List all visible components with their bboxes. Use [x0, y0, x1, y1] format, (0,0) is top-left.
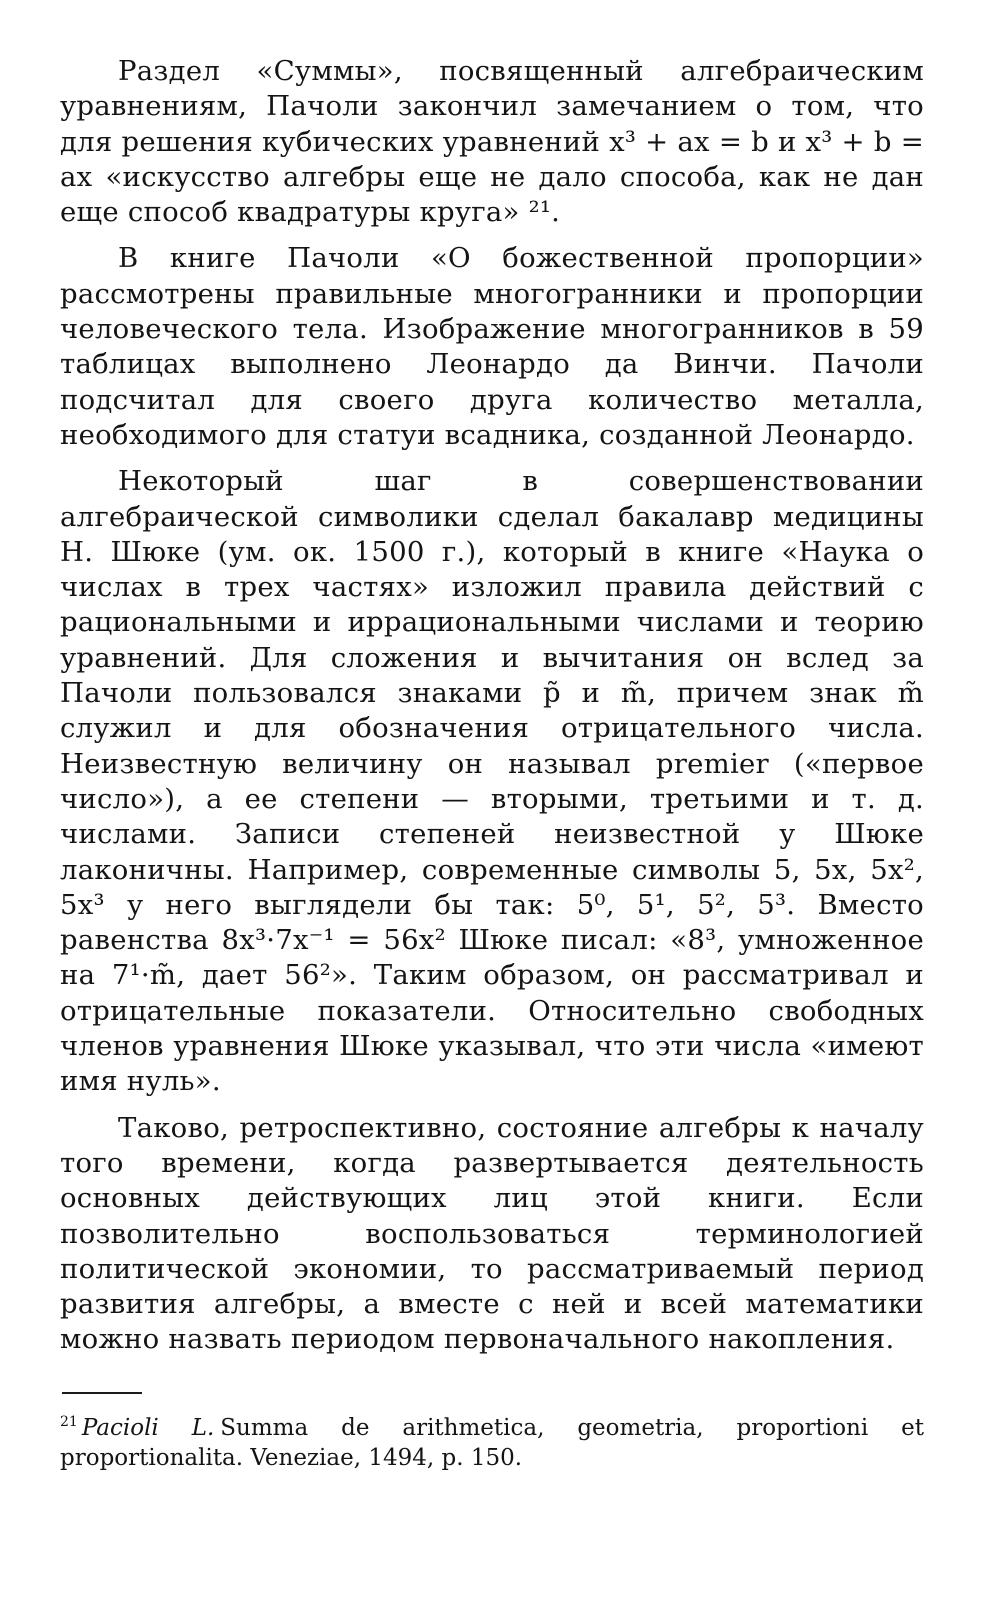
footnote-text: Summa de arithmetica, geometria, proportioni et proportionalita. Veneziae, 1494, p. 150.: [60, 1415, 924, 1471]
paragraph-divine-proportion: В книге Пачоли «О божественной пропорции» рассмотрены правильные многогранники и пропорции человеческого тела. Изображение многогранников в 59 таблицах выполнено Леонардо да Винчи. Пачоли подсчитал для своего друга количество металла, необходимого для статуи всадника, созданной Леонардо.: [60, 242, 924, 451]
footnote-number: 21: [60, 1414, 78, 1430]
footnote: [60, 1407, 924, 1473]
paragraph-chuquet: Некоторый шаг в совершенствовании алгебраической символики сделал бакалавр медицины Н. Шюке (ум. ок. 1500 г.), который в книге «Наука о числах в трех частях» изложил правила действий с рациональными и иррациональными числами и теорию уравнений. Для сложения и вычитания он вслед за Пачоли пользовался знаками p̃ и m̃, причем знак m̃ служил и для обозначения отрицательного числа. Неизвестную величину он называл premier («первое число»), а ее степени — вторыми, третьими и т. д. числами. Записи степеней неизвестной у Шюке лаконичны. Например, современные символы 5, 5x, 5x², 5x³ у него выглядели бы так: 5⁰, 5¹, 5², 5³. Вместо равенства 8x³·7x⁻¹ = 56x² Шюке писал: «8³, умноженное на 7¹·m̃, дает 56²». Таким образом, он рассматривал и отрицательные показатели. Относительно свободных членов уравнения Шюке указывал, что эти числа «имеют имя нуль».: [60, 465, 924, 1098]
footnote-author: Pacioli L.: [81, 1415, 215, 1441]
paragraph-summa: Раздел «Суммы», посвященный алгебраическим уравнениям, Пачоли закончил замечанием о том, что для решения кубических уравнений x³ + ax = b и x³ + b = ax «искусство алгебры еще не дало способа, как не дан еще способ квадратуры круга» ²¹.: [60, 55, 924, 229]
footnote-divider: [62, 1392, 142, 1394]
paragraph-retrospective: Таково, ретроспективно, состояние алгебры к началу того времени, когда развертывается деятельность основных действующих лиц этой книги. Если позволительно воспользоваться терминологией политической экономии, то рассматриваемый период развития алгебры, а вместе с ней и всей математики можно назвать периодом первоначального накопления.: [60, 1111, 924, 1356]
page-body: [60, 54, 924, 1369]
